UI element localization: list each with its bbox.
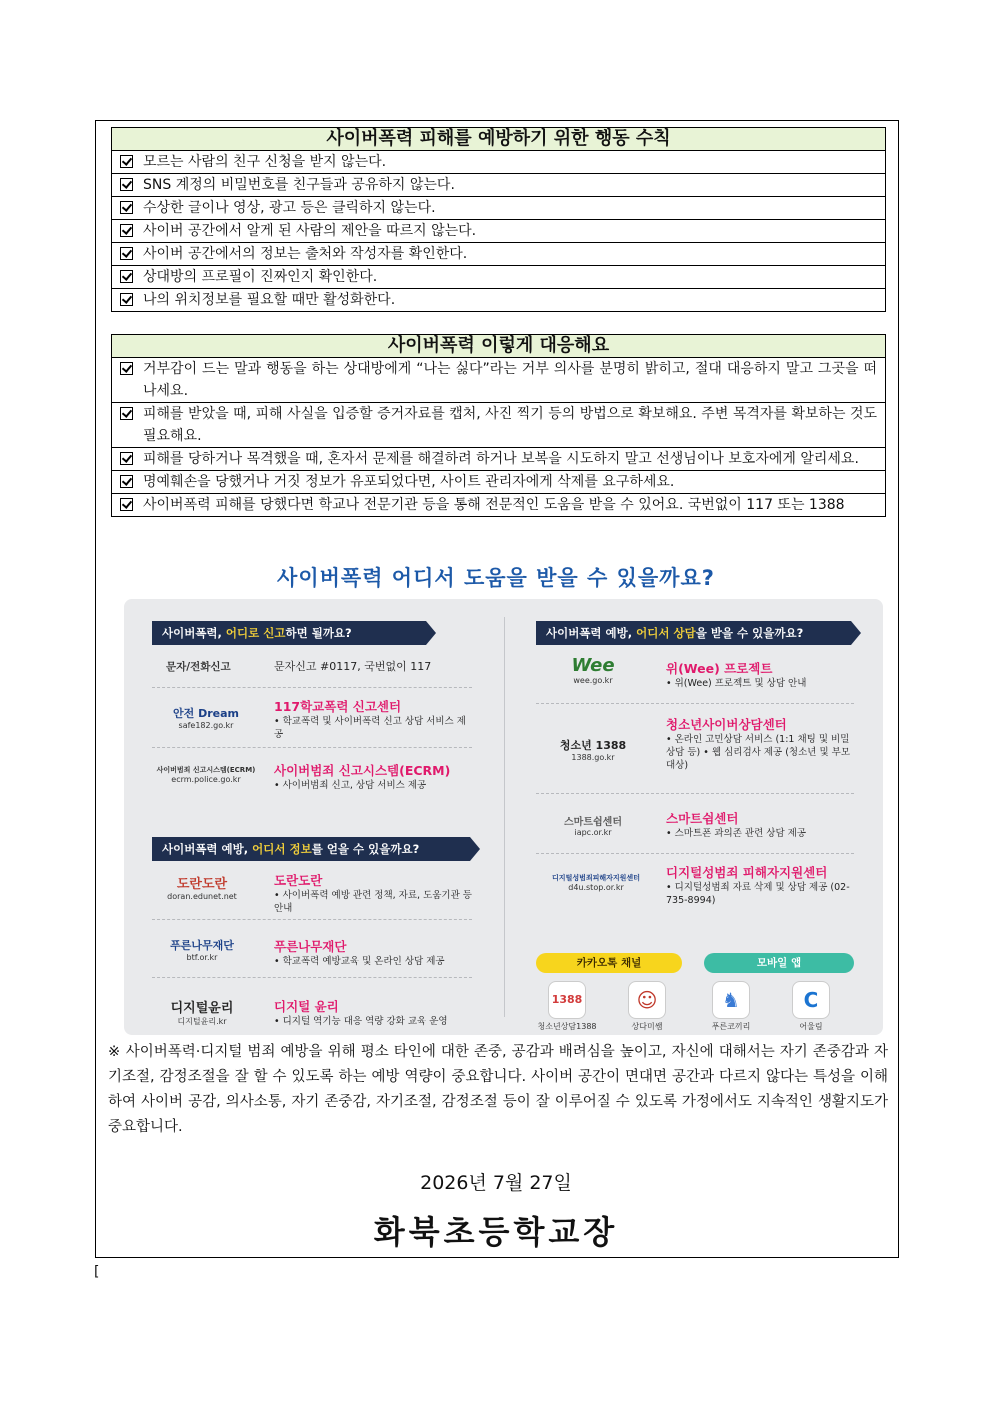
column-divider [504, 617, 505, 1017]
checklist-text: 상대방의 프로필이 진짜인지 확인한다. [143, 269, 378, 285]
checkbox-icon [120, 201, 133, 214]
checklist-text: 나의 위치정보를 필요할 때만 활성화한다. [143, 292, 396, 308]
checklist-text: 수상한 글이나 영상, 광고 등은 클릭하지 않는다. [143, 200, 436, 216]
checklist-row [112, 219, 885, 242]
app-icon: C [792, 981, 830, 1019]
checklist-row [112, 447, 885, 470]
info-item: 도란도란 • 사이버폭력 예방 관련 정책, 자료, 도움기관 등 안내 [274, 873, 472, 914]
checklist-row [112, 242, 885, 265]
checkbox-icon [120, 293, 133, 306]
checkbox-icon [120, 407, 133, 420]
prevention-box [111, 127, 886, 312]
checkbox-icon [120, 475, 133, 488]
logo-d4u: 디지털성범죄피해자지원센터 d4u.stop.or.kr [552, 874, 640, 892]
logo-smart-shim: 스마트쉼센터 iapc.or.kr [564, 817, 622, 837]
report-item: 사이버범죄 신고시스템(ECRM) • 사이버범죄 신고, 상담 서비스 제공 [274, 763, 451, 791]
divider [152, 919, 472, 920]
checkbox-icon [120, 224, 133, 237]
info-banner: 사이버폭력 예방, 어디서 정보를 얻을 수 있을까요? [152, 837, 470, 861]
checkbox-icon [120, 270, 133, 283]
checkbox-icon [120, 498, 133, 511]
prevention-title: 사이버폭력 피해를 예방하기 위한 행동 수칙 [112, 128, 885, 151]
consult-banner: 사이버폭력 예방, 어디서 상담을 받을 수 있을까요? [536, 621, 851, 645]
app-name: 청소년상담1388 [537, 1022, 597, 1031]
checklist-row [112, 173, 885, 196]
consult-item: 청소년사이버상담센터 • 온라인 고민상담 서비스 (1:1 채팅 및 비밀상담 등) • 웹 심리검사 제공 (청소년 및 부모 대상) [666, 717, 851, 771]
app-icon: ☺ [628, 981, 666, 1019]
stray-bracket: [ [94, 1264, 100, 1280]
report-item: 117학교폭력 신고센터 • 학교폭력 및 사이버폭력 신고 상담 서비스 제공 [274, 699, 466, 740]
infographic-title: 사이버폭력 어디서 도움을 받을 수 있을까요? [277, 566, 715, 590]
app-icon: ♞ [712, 981, 750, 1019]
checkbox-icon [120, 247, 133, 260]
help-infographic [124, 599, 883, 1035]
checklist-text: 피해를 당하거나 목격했을 때, 혼자서 문제를 해결하려 하거나 보복을 시도하지 말고 선생님이나 보호자에게 알리세요. [143, 451, 859, 467]
checklist-row [112, 470, 885, 493]
logo-doran: 도란도란 doran.edunet.net [167, 877, 237, 901]
checklist-text: 명예훼손을 당했거나 거짓 정보가 유포되었다면, 사이트 관리자에게 삭제를 요구하세요. [143, 474, 675, 490]
consult-item: 위(Wee) 프로젝트 • 위(Wee) 프로젝트 및 상담 안내 [666, 661, 807, 689]
checklist-text: 거부감이 드는 말과 행동을 하는 상대방에게 “나는 싫다”라는 거부 의사를 분명히 밝히고, 절대 대응하지 말고 그곳을 떠나세요. [143, 361, 877, 399]
app-name: 상다미쌤 [631, 1022, 663, 1031]
checkbox-icon [120, 155, 133, 168]
checklist-text: 사이버 공간에서 알게 된 사람의 제안을 따르지 않는다. [143, 223, 477, 239]
checklist-row [112, 265, 885, 288]
logo-digital-ethics: 디지털윤리 디지털윤리.kr [170, 1001, 234, 1026]
guidance-note: ※ 사이버폭력·디지털 범죄 예방을 위해 평소 타인에 대한 존중, 공감과 배려심을 높이고, 자신에 대해서는 자기 존중감과 자기조절, 감정조절을 잘 할 수 있도록 하는 예방 역량이 중요합니다. 사이버 공간이 면대면 공간과 다르지 않다는 특성을 이해하여 사이버 공감, 의사소통, 자기 존중감, 자기조절, 감정조절 등이 잘 이루어질 수 있도록 가정에서도 지속적인 생활지도가 중요합니다. [108, 1044, 888, 1135]
divider [536, 793, 854, 794]
kakao-channel-pill: 카카오톡 채널 [536, 953, 682, 973]
logo-btf: 푸른나무재단 btf.or.kr [170, 939, 234, 962]
issue-date: 2026년 7월 27일 [420, 1172, 572, 1194]
checklist-row [112, 288, 885, 311]
checklist-text: 사이버폭력 피해를 당했다면 학교나 전문기관 등을 통해 전문적인 도움을 받을 수 있어요. 국번없이 117 또는 1388 [143, 497, 845, 513]
checklist-row [112, 402, 885, 447]
divider [536, 703, 854, 704]
sms-text: 문자신고 #0117, 국번없이 117 [274, 660, 432, 673]
report-banner: 사이버폭력, 어디로 신고하면 될까요? [152, 621, 426, 645]
logo-1388: 청소년 1388 1388.go.kr [559, 739, 627, 762]
response-title: 사이버폭력 이렇게 대응해요 [112, 335, 885, 358]
info-item: 디지털 윤리 • 디지털 역기능 대응 역량 강화 교육 운영 [274, 999, 448, 1027]
mobile-app-pill: 모바일 앱 [704, 953, 854, 973]
app-name: 어울림 [799, 1022, 823, 1031]
response-box [111, 334, 886, 517]
checklist-row [112, 196, 885, 219]
checklist-row [112, 358, 885, 402]
checklist-text: 모르는 사람의 친구 신청을 받지 않는다. [143, 154, 387, 170]
checklist-row [112, 151, 885, 173]
consult-item: 디지털성범죄 피해자지원센터 • 디지털성범죄 자료 삭제 및 상담 제공 (02-735-8994) [666, 865, 850, 906]
sms-label: 문자/전화신고 [166, 661, 231, 673]
divider [536, 853, 854, 854]
info-item: 푸른나무재단 • 학교폭력 예방교육 및 온라인 상담 제공 [274, 939, 445, 967]
logo-safe-dream: 안전 Dream safe182.go.kr [173, 707, 239, 730]
checklist-text: 피해를 받았을 때, 피해 사실을 입증할 증거자료를 캡처, 사진 찍기 등의 방법으로 확보해요. 주변 목격자를 확보하는 것도 필요해요. [143, 406, 877, 444]
logo-wee: Wee wee.go.kr [571, 655, 615, 685]
logo-ecrm: 사이버범죄 신고시스템(ECRM) ecrm.police.go.kr [156, 766, 256, 784]
consult-item: 스마트쉼센터 • 스마트폰 과의존 관련 상담 제공 [666, 811, 807, 839]
principal-signature: 화북초등학교장 [373, 1213, 619, 1251]
app-icon: 1388 [548, 981, 586, 1019]
divider [152, 747, 472, 748]
checkbox-icon [120, 362, 133, 375]
app-name: 푸른코끼리 [711, 1022, 751, 1031]
checklist-text: 사이버 공간에서의 정보는 출처와 작성자를 확인한다. [143, 246, 468, 262]
checklist-text: SNS 계정의 비밀번호를 친구들과 공유하지 않는다. [143, 177, 455, 193]
checkbox-icon [120, 178, 133, 191]
checklist-row [112, 493, 885, 516]
divider [152, 687, 472, 688]
checkbox-icon [120, 452, 133, 465]
divider [152, 977, 472, 978]
